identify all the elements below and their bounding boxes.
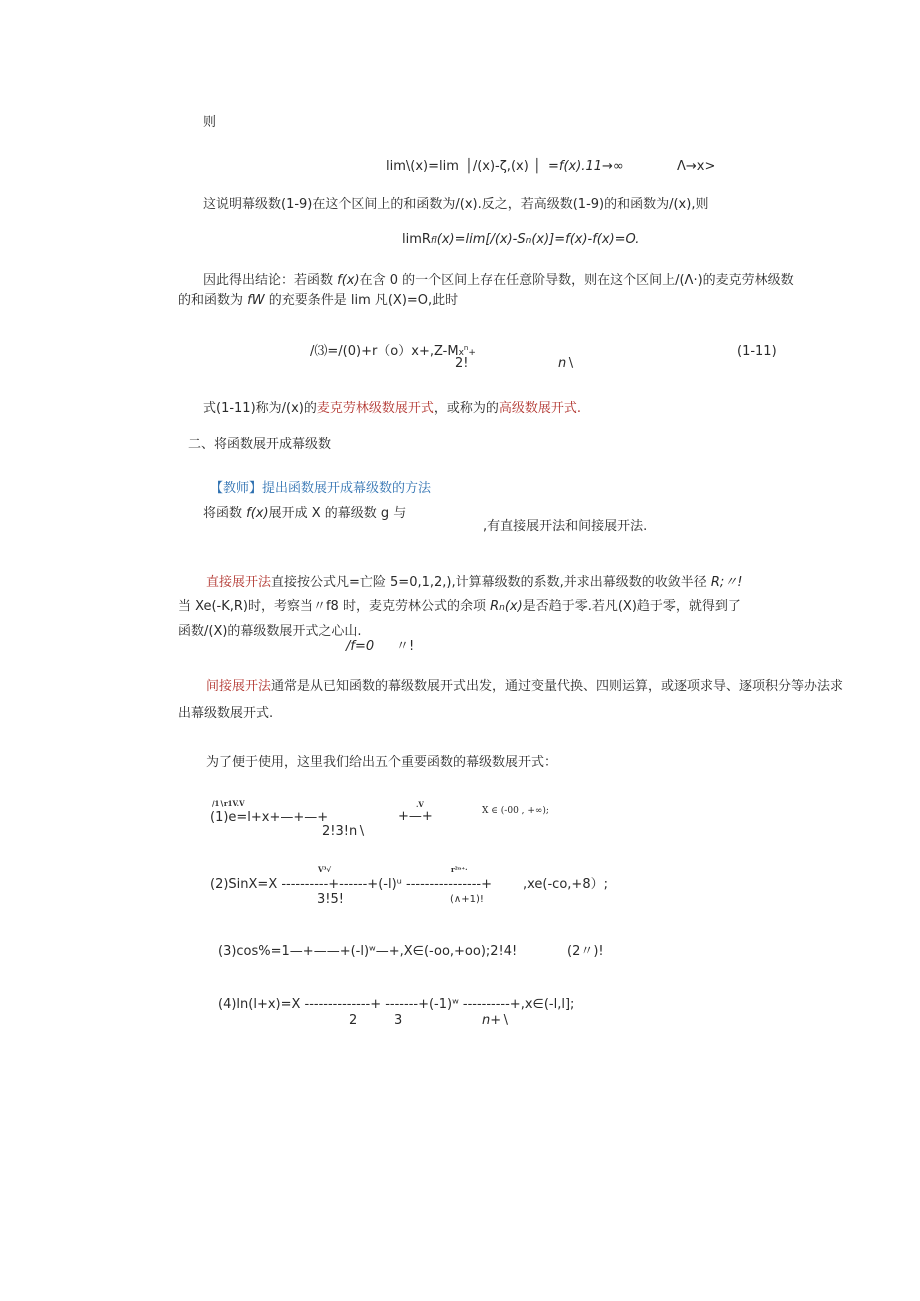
text-line: ,有直接展开法和间接展开法. [483, 519, 648, 534]
formula-fragment: ,xe(-co,+8）; [523, 877, 608, 892]
text-line: 则 [203, 115, 217, 130]
text-line: 直接展开法直接按公式凡=亡险 5=0,1,2,),计算幕级数的系数,并求出幕级数的收敛半径 R;〃! [206, 575, 743, 590]
formula-fragment: 3 [394, 1013, 403, 1028]
formula-fragment: 〃! [396, 639, 415, 654]
text-line: 将函数 f(x)展开成 X 的幕级数 g 与 [203, 506, 407, 521]
equation-number: (1-11) [737, 344, 777, 359]
formula-fragment: r²ⁿ⁺· [451, 865, 468, 874]
formula-limit: lim\(x)=lim [386, 159, 459, 174]
text-line: 因此得出结论：若函数 f(x)在含 0 的一个区间上存在任意阶导数，则在这个区间上/(Λ·)的麦克劳林级数 [203, 273, 794, 288]
teacher-note: 【教师】提出函数展开成幕级数的方法 [210, 481, 432, 496]
formula-fragment: n+∖ [482, 1013, 510, 1028]
formula-fragment: +—+ [398, 809, 433, 824]
series-sin: (2)SinX=X ----------+------+(-l)ᵘ ----------------+ [210, 877, 492, 892]
formula-fragment: X ∈ (-00 , +∞); [482, 806, 549, 816]
text-line: 式(1-11)称为/(x)的麦克劳林级数展开式，或称为的高级数展开式. [203, 401, 582, 416]
series-exp: (1)e=l+x+—+—+ [210, 810, 329, 825]
formula-limit-part: Λ→x> [677, 159, 716, 174]
text-line: 间接展开法通常是从已知函数的幕级数展开式出发，通过变量代换、四则运算，或逐项求导、逐项积分等办法求 [206, 679, 844, 694]
formula-fragment: /1∖r1V.V [212, 799, 245, 808]
series-ln: (4)ln(l+x)=X --------------+ -------+(-1)ʷ ----------+,x∈(-l,l]; [218, 997, 575, 1012]
series-cos: (3)cos%=1—+——+(-l)ʷ—+,X∈(-oo,+oo);2!4! [218, 944, 518, 959]
formula-limit-part: │/(x)-ζ,(x) │ [465, 159, 541, 174]
formula-fragment: 3!5! [317, 892, 344, 907]
formula-fragment: .V [416, 800, 424, 809]
formula-maclaurin: $/⑶=/(0)+r(o)x+,Z-Mx^n+$ [310, 344, 476, 359]
formula-fragment: (∧+1)! [450, 894, 484, 905]
text-line: 这说明幕级数(1-9)在这个区间上的和函数为/(x).反之，若高级数(1-9)的和函数为/(x),则 [203, 197, 709, 212]
formula-fragment: n∖ [558, 356, 575, 371]
formula-fragment: /f=0 [346, 639, 375, 654]
formula-limit-part: =f(x).11→∞ [548, 159, 624, 174]
formula-fragment: 2 [349, 1013, 358, 1028]
formula-fragment: 2!3!n∖ [322, 824, 366, 839]
formula-fragment: 2! [455, 356, 469, 371]
formula-remainder: limRfl(x)=lim[/(x)-Sn(x)]=f(x)-f(x)=O. [402, 232, 640, 247]
text-line: 当 Xe(-K,R)时，考察当〃f8 时，麦克劳林公式的余项 Rn(x)是否趋于零.若凡(X)趋于零，就得到了 [178, 599, 741, 614]
text-line: 出幕级数展开式. [178, 706, 274, 721]
formula-fragment: V³√ [318, 865, 332, 874]
text-line: 为了便于使用，这里我们给出五个重要函数的幕级数展开式： [206, 755, 558, 770]
text-line: 函数/(X)的幕级数展开式之心山. [178, 624, 362, 639]
text-line: 的和函数为 fW 的充要条件是 lim 凡(X)=O,此时 [178, 293, 459, 308]
formula-fragment: (2〃)! [567, 944, 604, 959]
section-heading: 二、将函数展开成幕级数 [188, 437, 332, 452]
